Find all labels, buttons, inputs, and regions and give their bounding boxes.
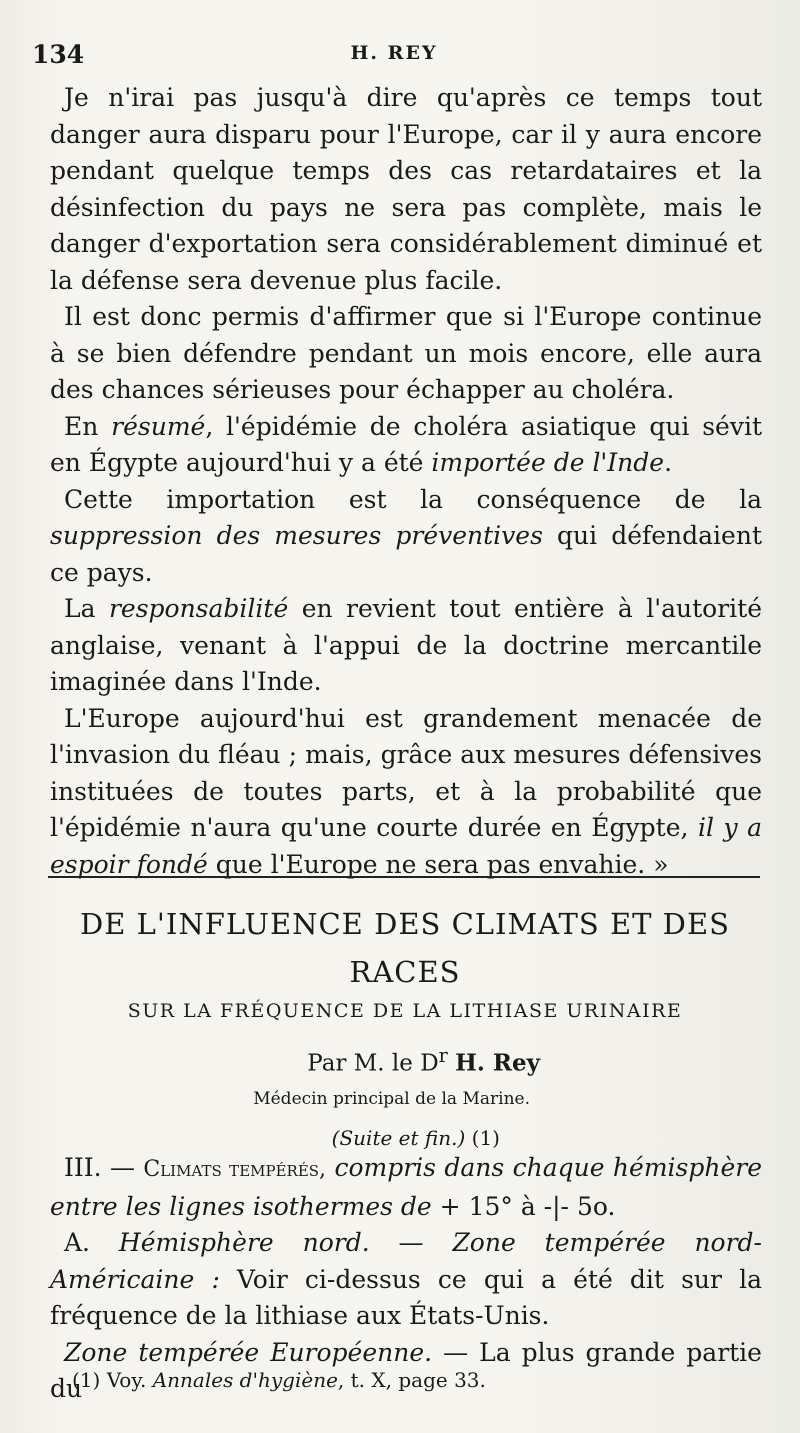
paragraph: Il est donc permis d'affirmer que si l'Europe continue à se bien défendre pendant un mois encore, elle aura des chances sérieuses pour échapper au choléra. xyxy=(50,302,762,404)
text-run: (1) Voy. xyxy=(72,1368,147,1392)
section-heading xyxy=(50,1150,762,1225)
text-run: qui défendaient ce pays. xyxy=(50,521,762,587)
text-run: Cette importation est la conséquence de la xyxy=(64,484,762,514)
text-run: — La plus grande partie du xyxy=(50,1337,762,1403)
text-run: , t. X, page 33. xyxy=(337,1368,486,1392)
article-title: DE L'INFLUENCE DES CLIMATS ET DES RACES xyxy=(80,907,730,989)
paragraph xyxy=(50,701,762,884)
page-header xyxy=(28,40,760,74)
italic-run: responsabilité xyxy=(108,594,289,623)
italic-run: Zone tempérée Européenne. xyxy=(64,1337,433,1367)
footnote xyxy=(72,1368,486,1392)
continuation-text: (Suite et fin.) xyxy=(331,1125,466,1150)
page-number: 134 xyxy=(32,40,85,69)
paragraph xyxy=(50,591,762,701)
paragraph xyxy=(50,1225,762,1335)
text-run: + 15° à -|- 5o. xyxy=(439,1191,616,1221)
italic-run: Annales d'hygiène xyxy=(152,1368,338,1392)
section-title: Climats tempérés, xyxy=(143,1157,327,1182)
text-run: En xyxy=(64,411,112,441)
paragraph xyxy=(50,482,762,592)
author-sup: r xyxy=(438,1044,448,1067)
footnote-ref: (1) xyxy=(471,1125,500,1150)
italic-run: importée de l'Inde xyxy=(431,448,665,477)
article-header xyxy=(40,900,770,1154)
author-line xyxy=(40,1036,770,1084)
author-prefix: Par M. le D xyxy=(307,1050,439,1077)
body-text xyxy=(50,80,762,883)
paragraph: Je n'irai pas jusqu'à dire qu'après ce temps tout danger aura disparu pour l'Europe, car il y aura encore pendant quelque temps des cas retardataires et la désinfection du pays ne sera pas complète, mais le danger d'exportation sera considérablement diminué et la défense sera devenue plus facile. xyxy=(50,83,762,295)
text-run: La xyxy=(64,594,109,623)
paragraph xyxy=(50,409,762,482)
text-run: A. xyxy=(64,1228,91,1257)
continuation-note xyxy=(40,1122,770,1154)
text-run: , l'épidémie de choléra asiatique qui sévit en Égypte aujourd'hui y a été xyxy=(50,411,762,477)
running-head: H. REY xyxy=(350,42,438,64)
section-divider xyxy=(48,876,760,878)
text-run: L'Europe aujourd'hui est grandement menacée de l'invasion du fléau ; mais, grâce aux mesures défensives instituées de toutes parts, et à la probabilité que l'épidémie n'aura qu'une courte durée en Égypte, xyxy=(50,703,762,842)
italic-run: compris dans chaque hémisphère entre les lignes isothermes de xyxy=(50,1153,763,1221)
italic-run: il y a espoir fondé xyxy=(50,813,762,879)
italic-run: Hémisphère nord. — Zone tempérée nord-Américaine : xyxy=(50,1228,762,1294)
text-run: . xyxy=(664,448,673,477)
italic-run: suppression des mesures préventives xyxy=(50,521,543,550)
article-subtitle: SUR LA FRÉQUENCE DE LA LITHIASE URINAIRE xyxy=(127,1000,683,1022)
section-number: III. — xyxy=(64,1153,135,1182)
text-run: que l'Europe ne sera pas envahie. » xyxy=(207,849,669,879)
text-run: Voir ci-dessus ce qui a été dit sur la fréquence de la lithiase aux États-Unis. xyxy=(50,1264,762,1330)
italic-run: résumé xyxy=(111,411,206,441)
text-run: en revient tout entière à l'autorité anglaise, venant à l'appui de la doctrine mercantile imaginée dans l'Inde. xyxy=(50,594,762,696)
author-name: H. Rey xyxy=(455,1049,540,1077)
author-rank: Médecin principal de la Marine. xyxy=(253,1088,530,1109)
